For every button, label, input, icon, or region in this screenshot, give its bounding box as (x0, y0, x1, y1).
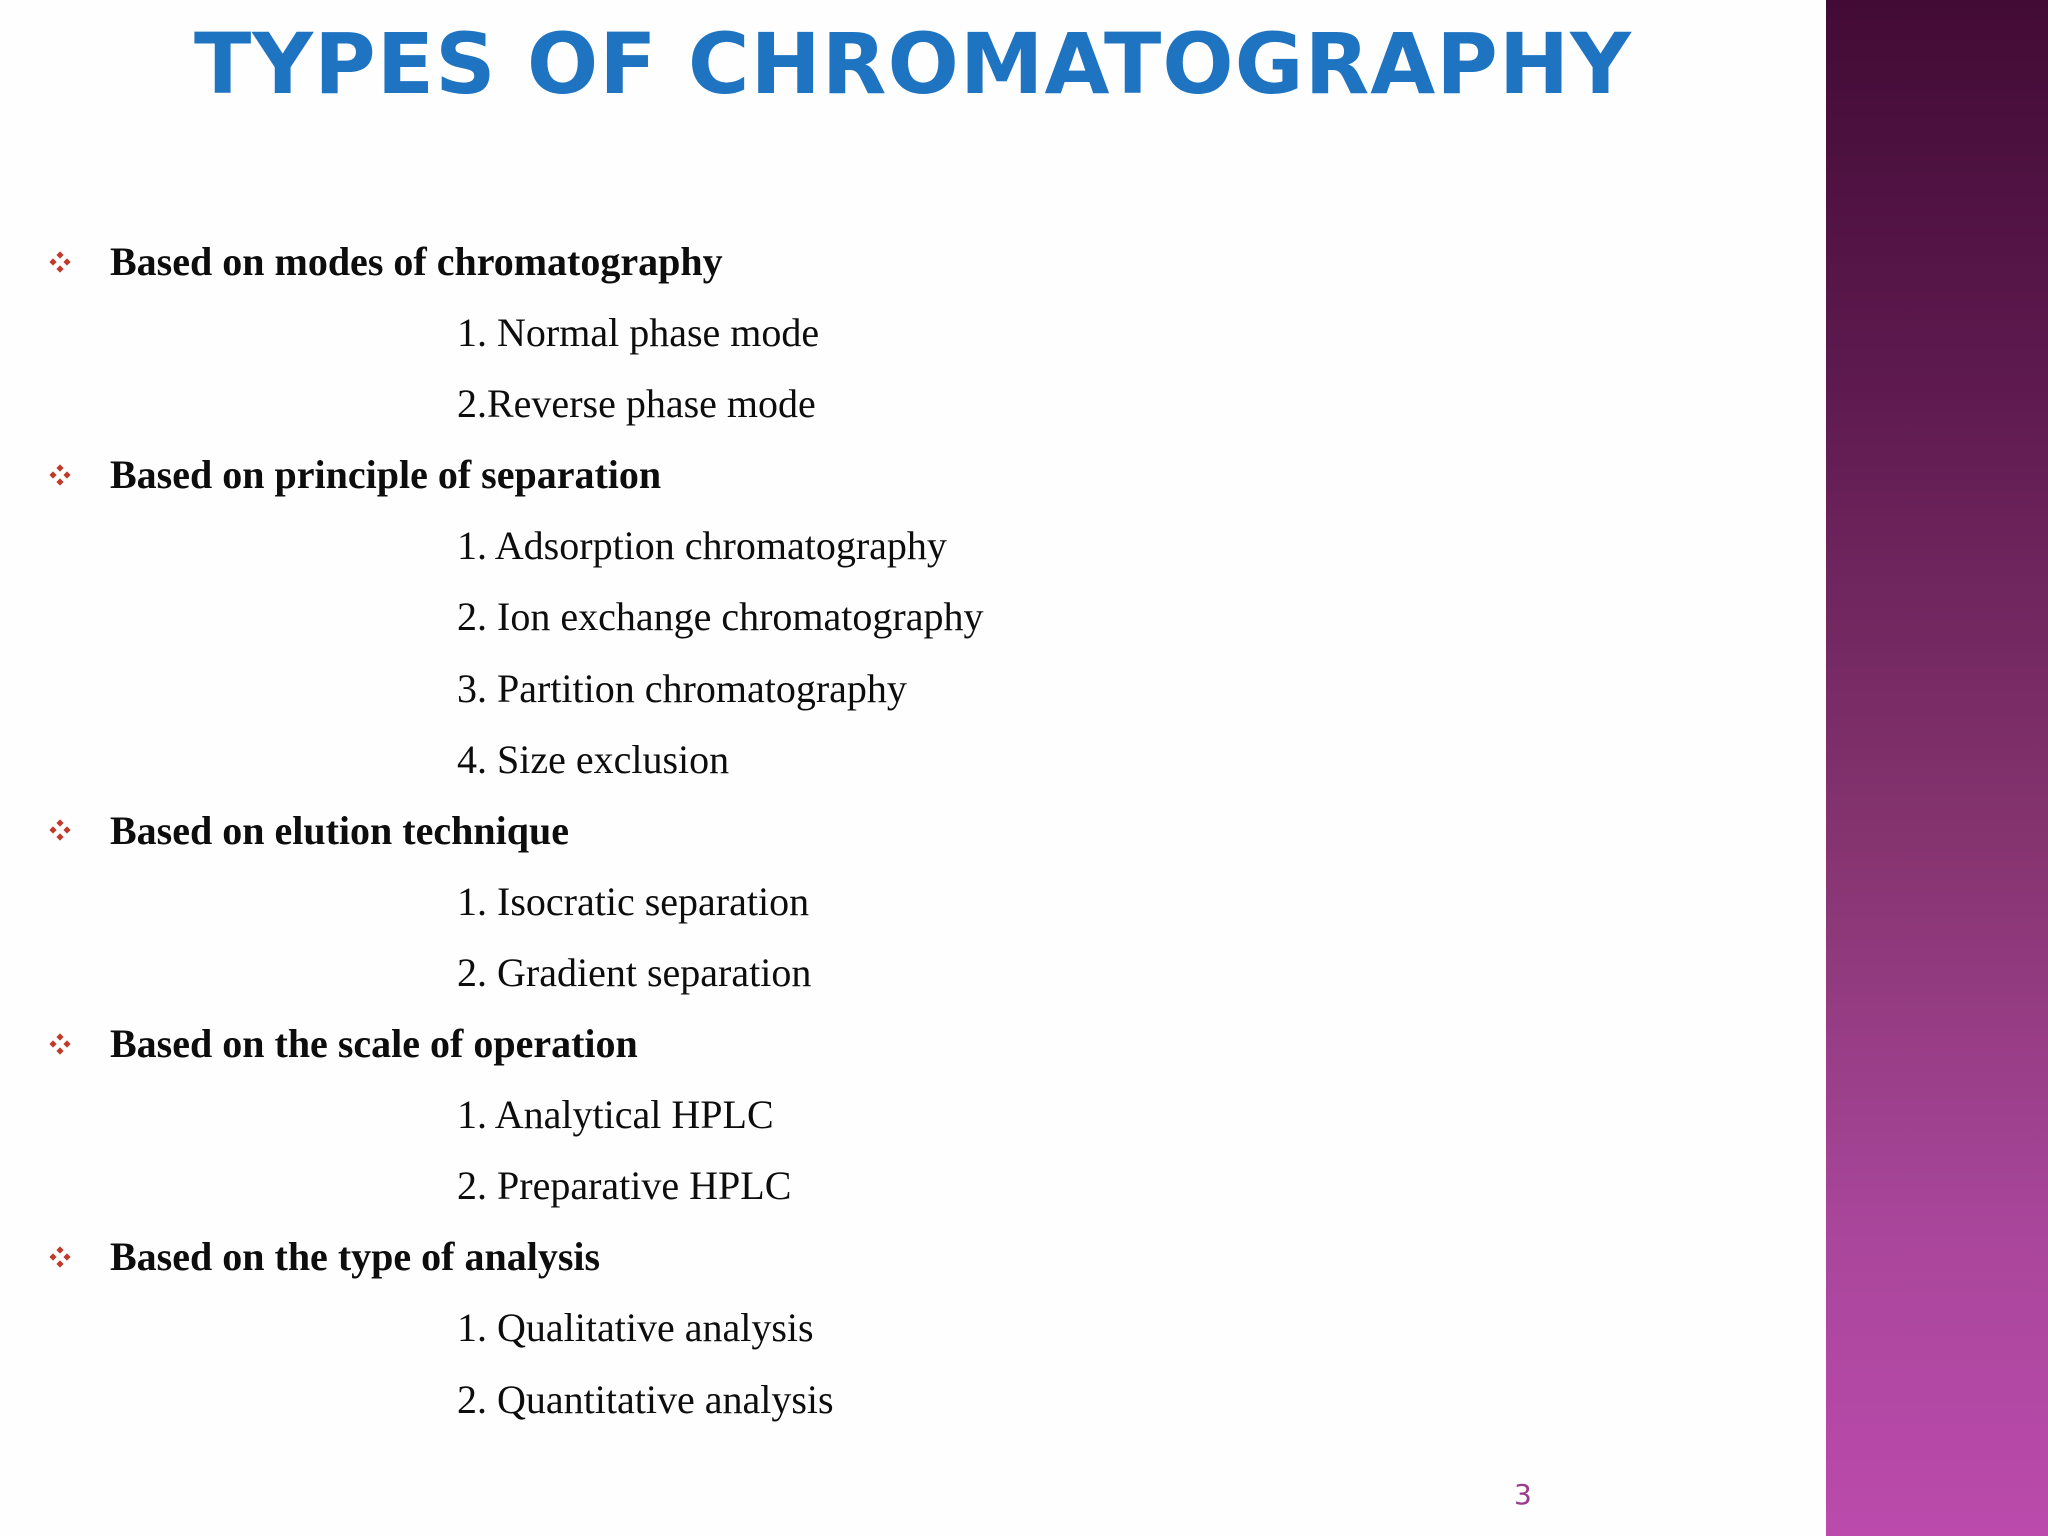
list-item-text: 1. Isocratic separation (457, 878, 810, 924)
list-item (0, 581, 1826, 652)
list-item-text: 4. Size exclusion (457, 736, 730, 782)
list-item-text: 1. Qualitative analysis (457, 1305, 814, 1351)
list-item-text: 2. Gradient separation (457, 949, 812, 995)
section-heading-row (0, 1221, 1826, 1292)
list-item (0, 1364, 1826, 1435)
decorative-side-band (1826, 0, 2048, 1536)
list-item (0, 368, 1826, 439)
list-item (0, 724, 1826, 795)
list-item (0, 866, 1826, 937)
section-heading-row (0, 439, 1826, 510)
list-item-text: 1. Adsorption chromatography (457, 523, 947, 569)
list-item (0, 1079, 1826, 1150)
list-item (0, 653, 1826, 724)
list-item-text: 3. Partition chromatography (457, 665, 907, 711)
section-heading: Based on principle of separation (110, 452, 662, 498)
section-heading: Based on modes of chromatography (110, 239, 723, 284)
section-heading: Based on the scale of operation (110, 1021, 638, 1067)
list-item-text: 2.Reverse phase mode (457, 381, 816, 427)
list-item-text: 1. Analytical HPLC (457, 1092, 774, 1138)
slide-title: TYPES OF CHROMATOGRAPHY (194, 15, 1632, 113)
section-heading-row (0, 1008, 1826, 1079)
list-item-text: 2. Quantitative analysis (457, 1376, 834, 1422)
diamond-cluster-icon (47, 795, 73, 866)
diamond-cluster-icon (47, 226, 73, 297)
list-item-text: 1. Normal phase mode (457, 310, 820, 356)
section-heading: Based on elution technique (110, 807, 569, 853)
diamond-cluster-icon (47, 1221, 73, 1292)
page-number: 3 (1514, 1478, 1532, 1511)
section-heading: Based on the type of analysis (110, 1234, 601, 1280)
list-item (0, 937, 1826, 1008)
list-item (0, 1292, 1826, 1363)
diamond-cluster-icon (47, 439, 73, 510)
section-heading-row (0, 226, 1826, 297)
list-item-text: 2. Ion exchange chromatography (457, 594, 984, 640)
list-item (0, 1150, 1826, 1221)
list-item-text: 2. Preparative HPLC (457, 1163, 792, 1209)
list-item (0, 297, 1826, 368)
diamond-cluster-icon (47, 1008, 73, 1079)
list-item (0, 510, 1826, 581)
section-list (0, 226, 1826, 1435)
section-heading-row (0, 795, 1826, 866)
